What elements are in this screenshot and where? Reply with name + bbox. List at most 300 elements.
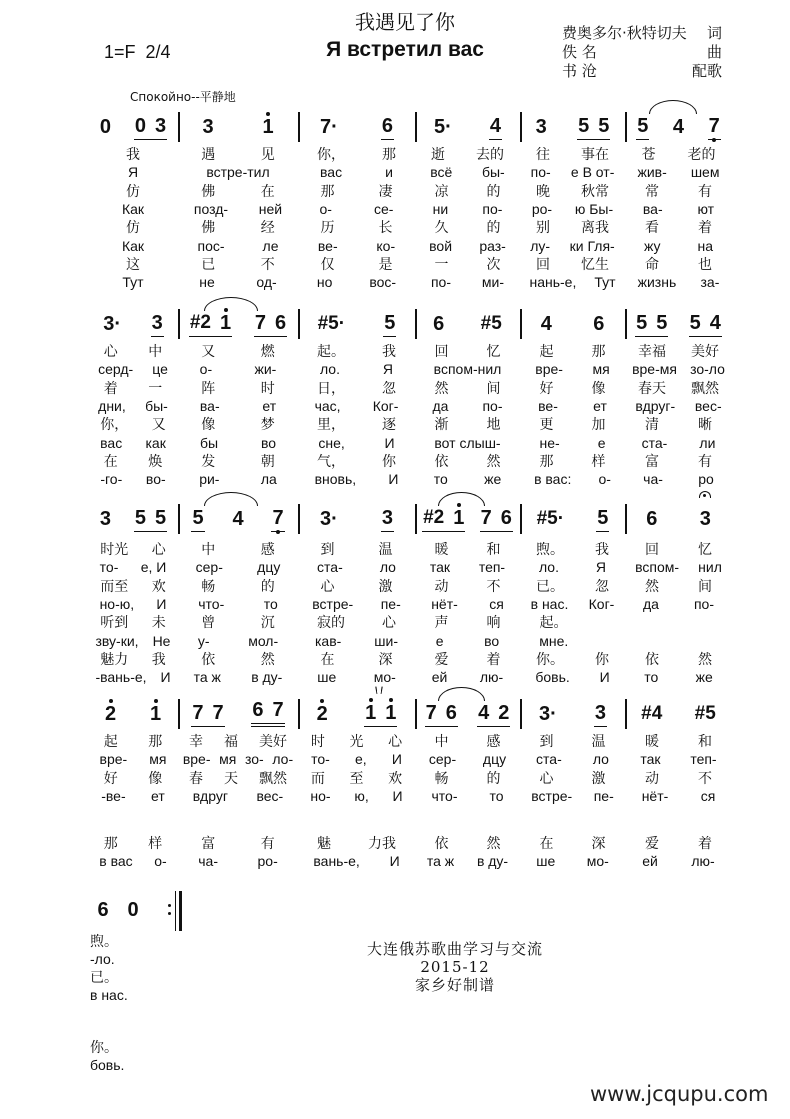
measure-notes <box>625 701 732 727</box>
note-group <box>596 508 609 532</box>
lyric-syllable: 激 <box>378 578 393 594</box>
lyric-syllable: 我 <box>382 343 396 359</box>
lyric-line <box>300 577 413 595</box>
note-digit: 4 <box>478 702 490 724</box>
lyric-line <box>90 750 176 768</box>
lyric-syllable: 仿 <box>126 183 140 199</box>
note <box>152 313 163 333</box>
lyric-syllable: 富 <box>201 835 216 851</box>
lyric-syllable: то <box>433 471 448 487</box>
lyric-line <box>417 558 518 576</box>
note-group <box>189 313 232 337</box>
lyric-line <box>417 787 518 805</box>
note <box>103 314 121 334</box>
lyric-syllable: 中 <box>148 343 163 359</box>
lyric-line <box>300 415 413 433</box>
note-group <box>535 117 548 140</box>
lyric-syllable: жу <box>643 238 661 254</box>
lyric-line <box>90 182 176 200</box>
lyric-line <box>300 470 413 488</box>
note <box>192 508 203 528</box>
lyric-syllable: 你 <box>595 651 609 667</box>
lyric-line <box>522 237 623 255</box>
lyric-line <box>627 163 730 181</box>
note-group <box>536 509 565 532</box>
lyric-syllable: 那 <box>148 733 163 749</box>
lyric-syllable: 心 <box>539 770 554 786</box>
lyric-line <box>180 434 296 452</box>
measure-notes <box>298 506 415 532</box>
lyric-line <box>627 182 730 200</box>
note <box>501 508 512 528</box>
note-group <box>689 313 722 337</box>
lyric-line <box>90 379 176 397</box>
lyric-syllable: ста- <box>641 435 668 451</box>
footer-credits <box>330 940 580 994</box>
note-digit: 6 <box>433 313 445 335</box>
note <box>595 703 606 723</box>
note <box>478 703 489 723</box>
lyric-syllable: так <box>429 559 451 575</box>
title-russian: Я встретил вас <box>326 38 484 61</box>
lyric-line <box>90 218 176 236</box>
lyric-line <box>300 237 413 255</box>
lyric-line <box>417 255 518 273</box>
lyric-syllable: 凉 <box>434 183 449 199</box>
lyric-syllable: ло <box>592 751 609 767</box>
lyric-syllable: же <box>695 669 713 685</box>
lyric-syllable: 忆 <box>698 541 712 557</box>
lyric-syllable: 福 <box>224 733 238 749</box>
note-digit: 1 <box>220 312 232 334</box>
lyric-line <box>180 769 296 787</box>
lyric-syllable: 像 <box>148 770 163 786</box>
key-time-signature: 1=F 2/4 <box>104 42 171 62</box>
credits <box>562 24 722 81</box>
lyric-syllable: во <box>484 633 500 649</box>
note-digit: 3 <box>151 312 163 334</box>
lyric-syllable: ет <box>593 398 607 414</box>
lyric-line <box>90 273 176 291</box>
note-group <box>381 508 394 532</box>
note <box>426 703 437 723</box>
lyric-line <box>300 668 413 686</box>
lyric-syllable: 时光 <box>100 541 129 557</box>
lyric-line <box>627 540 730 558</box>
lyric-syllable: 回 <box>536 256 550 272</box>
lyric-syllable: 忽 <box>382 380 396 396</box>
lyric-line <box>627 834 730 852</box>
lyric-line <box>300 595 413 613</box>
lyric-syllable: 暖 <box>434 541 449 557</box>
lyric-syllable: во- <box>145 471 166 487</box>
note-digit: 6 <box>274 312 287 334</box>
lyric-line <box>180 415 296 433</box>
lyric-line <box>627 558 730 576</box>
lyric-syllable: вновь, <box>314 471 357 487</box>
lyric-line <box>300 632 413 650</box>
lyric-syllable: 畅 <box>201 578 216 594</box>
note-digit: 5 <box>689 312 701 334</box>
lyric-syllable: жи- <box>254 361 277 377</box>
lyric-line <box>522 200 623 218</box>
lyric-line <box>90 397 176 415</box>
note <box>273 700 284 720</box>
lyric-line <box>180 632 296 650</box>
lyric-syllable: И <box>388 471 399 487</box>
lyric-syllable: 天 <box>224 770 238 786</box>
lyric-syllable: 起。 <box>317 343 345 359</box>
measure-notes <box>415 114 520 140</box>
lyric-syllable: сне, <box>318 435 345 451</box>
note-digit: 5 <box>598 115 610 137</box>
note-group <box>96 900 109 923</box>
note-digit: 3 <box>594 702 606 724</box>
lyric-line <box>627 434 730 452</box>
lyric-syllable: вдруг- <box>635 398 676 414</box>
lyric-syllable: 往 <box>536 146 550 162</box>
lyric-syllable: 动 <box>645 770 659 786</box>
lyric-syllable: 而 <box>310 770 325 786</box>
slur-icon <box>438 687 485 701</box>
lyric-syllable: 然 <box>486 835 501 851</box>
note <box>135 508 146 528</box>
slur-icon <box>204 492 258 506</box>
lyric-syllable: по- <box>482 398 503 414</box>
lyric-line <box>180 852 296 870</box>
note-digit: 3 <box>699 508 711 530</box>
lyric-syllable: 晚 <box>536 183 550 199</box>
note-group <box>316 704 329 727</box>
note <box>446 703 457 723</box>
lyric-line <box>90 595 176 613</box>
note-digit: 6 <box>252 699 264 721</box>
lyric-syllable: 力我 <box>368 835 396 851</box>
lyric-syllable: 煦。 <box>90 933 118 949</box>
footer-date: 2015-12 <box>420 958 490 976</box>
lyric-syllable: 我 <box>151 651 166 667</box>
lyric-syllable: 好 <box>539 380 554 396</box>
lyric-line <box>180 342 296 360</box>
note <box>539 704 557 724</box>
note-digit: 5 <box>597 507 609 529</box>
lyric-line <box>417 632 518 650</box>
note <box>127 900 138 920</box>
lyric-line <box>300 540 413 558</box>
lyric-syllable: 有 <box>698 453 712 469</box>
lyric-syllable: шем <box>690 164 720 180</box>
lyric-syllable: 中 <box>201 541 216 557</box>
lyric-line <box>417 750 518 768</box>
lyric-syllable: ни <box>432 201 449 217</box>
lyric-syllable: мне. <box>539 633 569 649</box>
note-group <box>489 116 502 140</box>
lyric-line <box>180 613 296 631</box>
lyric-syllable: 幸 <box>189 733 203 749</box>
note-group <box>261 117 274 140</box>
lyric-line <box>180 540 296 558</box>
lyric-line <box>300 360 413 378</box>
slur-icon <box>649 100 697 114</box>
measure-notes <box>520 114 625 140</box>
note <box>597 508 608 528</box>
note-group <box>592 314 605 337</box>
lyric-syllable: жив- <box>637 164 667 180</box>
lyric-syllable: зо-ло <box>690 361 725 377</box>
note <box>453 508 464 528</box>
note <box>105 704 116 724</box>
lyric-line <box>627 787 730 805</box>
lyric-syllable: Как <box>121 238 145 254</box>
lyric-syllable: 遇 <box>201 146 216 162</box>
note-digit: 7 <box>272 507 284 529</box>
note <box>385 703 396 723</box>
lyric-syllable: 历 <box>320 219 335 235</box>
lyric-syllable: ши- <box>374 633 398 649</box>
lyric-syllable: ча- <box>643 471 663 487</box>
lyric-syllable: да <box>643 596 659 612</box>
lyric-syllable: встре-тил <box>206 164 270 180</box>
note-group <box>540 314 553 337</box>
lyric-syllable: 一 <box>434 256 449 272</box>
note-group <box>134 508 167 532</box>
lyric-syllable: в ду- <box>251 669 283 685</box>
note-group <box>480 314 503 337</box>
note-digit: 5 <box>636 312 648 334</box>
lyric-line <box>300 650 413 668</box>
lyric-line <box>522 558 623 576</box>
note-digit: 5 <box>656 312 668 334</box>
note-digit: 6 <box>500 507 512 529</box>
lyric-line <box>300 145 413 163</box>
lyric-syllable: жизнь <box>637 274 677 290</box>
note <box>690 313 701 333</box>
lyric-syllable: 的 <box>486 770 501 786</box>
lyric-syllable: 然 <box>645 578 659 594</box>
note <box>598 116 609 136</box>
lyric-syllable: 忆 <box>486 343 501 359</box>
lyric-syllable: о- <box>319 201 332 217</box>
note: #2 <box>189 312 211 333</box>
lyric-syllable: 飘然 <box>691 380 719 396</box>
measure-notes <box>415 506 520 532</box>
lyric-syllable: 你 <box>382 453 396 469</box>
lyric-line <box>417 577 518 595</box>
note-digit: 1 <box>262 116 274 138</box>
note <box>220 313 231 333</box>
lyric-syllable: 响 <box>486 614 501 630</box>
octave-dot-high <box>266 112 270 116</box>
lyric-syllable: 是 <box>378 256 393 272</box>
lyric-syllable: 至 <box>349 770 364 786</box>
lyric-syllable: 间 <box>698 578 712 594</box>
octave-dot-high <box>154 699 158 703</box>
lyric-syllable: пе- <box>593 788 614 804</box>
note-digit: 1 <box>385 702 397 724</box>
lyric-syllable: 日， <box>317 380 345 396</box>
note-group <box>383 313 396 337</box>
lyric-line <box>522 182 623 200</box>
lyric-syllable: встре- <box>531 788 573 804</box>
lyric-syllable: ва- <box>642 201 663 217</box>
lyric-syllable: зо- <box>244 751 264 767</box>
lyric-syllable: ет <box>151 788 165 804</box>
lyric-syllable: е <box>435 633 444 649</box>
note-group <box>433 117 453 140</box>
lyric-syllable: то <box>263 596 278 612</box>
lyric-syllable: вре- <box>182 751 211 767</box>
lyric-syllable: 魅 <box>317 835 331 851</box>
lyric-line <box>417 613 518 631</box>
credit-name: 书 沧 <box>562 62 597 80</box>
note <box>255 313 266 333</box>
lyric-line <box>522 273 623 291</box>
lyric-line <box>522 540 623 558</box>
lyric-line <box>417 360 518 378</box>
lyric-line <box>180 732 296 750</box>
lyric-syllable: 苍 <box>641 146 656 162</box>
lyric-syllable: 也 <box>698 256 712 272</box>
lyric-line <box>180 668 296 686</box>
lyric-syllable: Тут <box>122 274 144 290</box>
note <box>434 117 452 137</box>
lyric-syllable: но <box>316 274 333 290</box>
note-digit: 6 <box>381 115 393 137</box>
lyric-line <box>522 595 623 613</box>
lyric-syllable: 你， <box>100 416 129 432</box>
note-group <box>538 704 558 727</box>
lyric-syllable: да <box>432 398 449 414</box>
lyric-syllable: 回 <box>434 343 449 359</box>
note-group <box>201 117 214 140</box>
lyric-syllable: вдруг <box>192 788 228 804</box>
credit-composer <box>562 43 722 62</box>
note-group <box>422 508 465 532</box>
lyric-syllable: дцу <box>482 751 507 767</box>
lyric-syllable: не <box>199 274 215 290</box>
lyric-syllable: И <box>599 669 610 685</box>
end-repeat-barline <box>175 891 182 931</box>
note-digit: 2 <box>316 703 328 725</box>
lyric-line <box>522 577 623 595</box>
lyric-line <box>417 595 518 613</box>
lyric-line <box>417 342 518 360</box>
note <box>578 116 589 136</box>
lyric-line <box>417 668 518 686</box>
lyric-line <box>90 237 176 255</box>
lyric-syllable: 清 <box>645 416 659 432</box>
lyric-syllable: 光 <box>349 733 364 749</box>
lyric-line <box>417 218 518 236</box>
note-group <box>636 116 649 140</box>
octave-dot-low <box>712 138 716 142</box>
lyric-line <box>300 163 413 181</box>
lyric-line <box>300 255 413 273</box>
lyric-line <box>300 379 413 397</box>
note-group <box>672 117 685 140</box>
lyric-syllable: вре- <box>535 361 563 377</box>
note: #5 <box>480 313 502 334</box>
note-group <box>694 704 717 727</box>
note <box>490 116 501 136</box>
lyric-syllable: 在 <box>103 453 118 469</box>
lyric-line <box>90 787 176 805</box>
lyric-syllable: ро- <box>257 853 278 869</box>
lyric-line <box>627 237 730 255</box>
lyric-syllable: 燃 <box>260 343 275 359</box>
lyric-syllable: -вань-е, <box>95 669 147 685</box>
lyric-line <box>627 360 730 378</box>
lyric-syllable: 有 <box>698 183 712 199</box>
lyric-syllable: 和 <box>486 541 501 557</box>
lyric-line <box>300 342 413 360</box>
lyric-line <box>522 668 623 686</box>
lyric-syllable: 好 <box>103 770 118 786</box>
lyric-syllable: 欢 <box>151 578 166 594</box>
note <box>384 313 395 333</box>
lyric-syllable: 幸福 <box>638 343 666 359</box>
lyric-line <box>627 415 730 433</box>
note-digit: 3 <box>202 116 214 138</box>
lyric-syllable: 逝 <box>431 146 445 162</box>
lyric-syllable: -го- <box>100 471 123 487</box>
note-digit: 7 <box>708 115 720 137</box>
lyric-line <box>180 379 296 397</box>
note-digit: 7· <box>320 116 338 138</box>
octave-dot-low <box>276 530 280 534</box>
lyric-line <box>522 163 623 181</box>
lyric-line <box>522 218 623 236</box>
note-group <box>364 703 397 727</box>
lyric-syllable: 又 <box>201 343 216 359</box>
note-digit: 7 <box>425 702 437 724</box>
lyric-syllable: вре-мя <box>632 361 677 377</box>
lyric-line <box>522 750 623 768</box>
lyric-syllable: о- <box>199 361 213 377</box>
note-group <box>645 509 658 532</box>
note-digit: 1 <box>365 702 377 724</box>
lyric-syllable: и <box>385 164 393 180</box>
lyric-syllable: ю, <box>354 788 369 804</box>
lyric-syllable: 寂的 <box>317 614 345 630</box>
note-group <box>699 509 712 532</box>
lyric-syllable: ле <box>262 238 279 254</box>
lyric-line <box>300 732 413 750</box>
lyric-syllable: 朝 <box>260 453 275 469</box>
lyric-syllable: Ког- <box>588 596 615 612</box>
lyric-syllable: в нас. <box>530 596 569 612</box>
note <box>100 117 111 137</box>
lyric-syllable: 动 <box>434 578 449 594</box>
measure-notes <box>520 701 625 727</box>
lyric-syllable: 已。 <box>90 969 118 985</box>
lyric-syllable: 在 <box>260 183 275 199</box>
lyric-syllable: бовь. <box>535 669 570 685</box>
lyric-line <box>90 200 176 218</box>
lyric-syllable: И <box>156 596 167 612</box>
note-digit: 5 <box>384 312 396 334</box>
lyric-syllable: 命 <box>645 256 659 272</box>
measure-notes <box>625 311 732 337</box>
lyric-syllable: 着 <box>103 380 118 396</box>
lyric-line <box>417 650 518 668</box>
lyric-syllable: 梦 <box>260 416 275 432</box>
lyric-syllable: 逐 <box>382 416 396 432</box>
note-group <box>134 116 167 140</box>
note-digit: 4 <box>672 116 685 138</box>
lyric-syllable: та ж <box>193 669 221 685</box>
lyric-syllable: 样 <box>148 835 163 851</box>
